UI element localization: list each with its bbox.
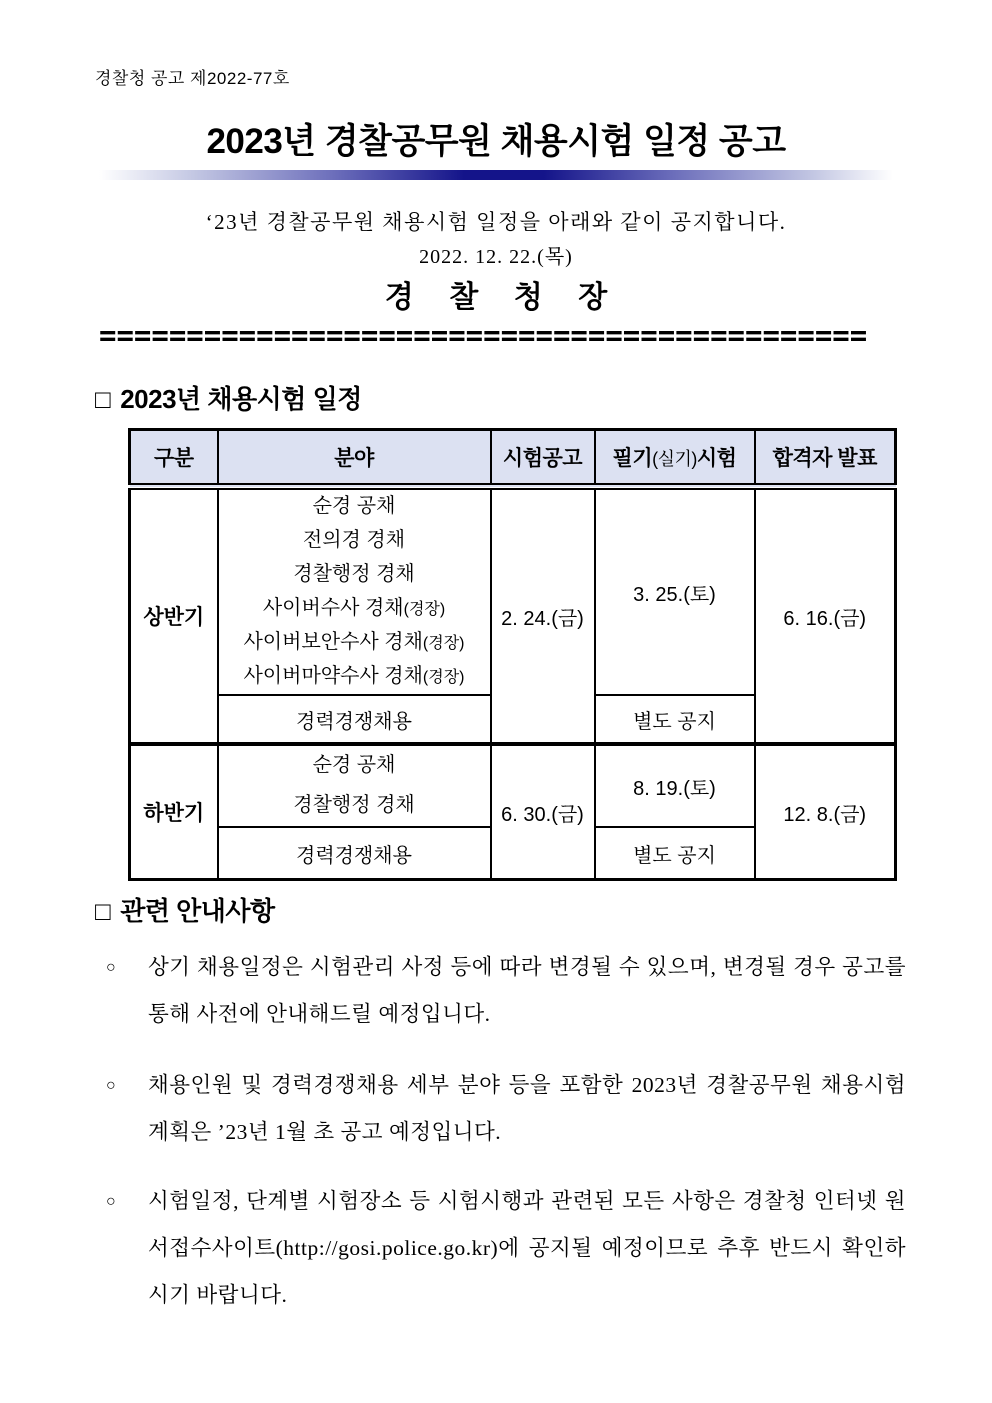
cell-second-half-career-written: 별도 공지 [595,827,755,880]
field-line: 사이버보안수사 경채(경장) [243,631,465,653]
field-line: 경찰행정 경채 [293,794,415,816]
cell-second-half-announce: 6. 30.(금) [491,744,595,880]
field-line: 경찰행정 경채 [293,563,415,585]
section-heading-info [95,891,275,928]
note-item [106,944,906,1038]
announcement-date: 2022. 12. 22.(목) [419,246,573,268]
cell-second-half-result: 12. 8.(금) [755,744,896,880]
schedule-table [128,428,897,881]
header-written-exam: 필기(실기)시험 [595,430,755,487]
table-row-first-half-fields [130,487,896,696]
circle-bullet-icon: ○ [106,1077,116,1094]
cell-second-half-written: 8. 19.(토) [595,744,755,827]
title-underline-bar [99,170,893,180]
cell-second-half-career-label: 경력경쟁채용 [218,827,491,880]
field-line: 사이버수사 경채(경장) [262,597,446,619]
cell-second-half-label: 하반기 [130,744,218,880]
field-line: 전의경 경채 [302,529,406,551]
cell-first-half-career-label: 경력경쟁채용 [218,695,491,744]
note-text: 시험일정, 단계별 시험장소 등 시험시행과 관련된 모든 사항은 경찰청 인터넷 원서접수사이트(http://gosi.police.go.kr)에 공지될 예정이므로 추후 반드시 확인하시기 바랍니다. [148,1189,906,1307]
section-heading-info-label: 관련 안내사항 [120,896,275,926]
cell-second-half-fields [218,744,491,827]
header-pass-announcement: 합격자 발표 [755,430,896,487]
circle-bullet-icon: ○ [106,1193,116,1210]
cell-first-half-career-written: 별도 공지 [595,695,755,744]
note-text: 상기 채용일정은 시험관리 사정 등에 따라 변경될 수 있으며, 변경될 경우 공고를 통해 사전에 안내해드릴 예정입니다. [148,955,906,1026]
table-header-row [130,430,896,487]
header-exam-announcement: 시험공고 [491,430,595,487]
notice-number: 경찰청 공고 제2022-77호 [95,69,290,88]
cell-first-half-written: 3. 25.(토) [595,487,755,696]
field-line: 순경 공채 [312,495,396,517]
header-category: 구분 [130,430,218,487]
square-bullet-icon: □ [95,896,111,926]
signer-title: 경 찰 청 장 [384,281,622,314]
schedule-table-wrap [128,428,897,881]
intro-text: ‘23년 경찰공무원 채용시험 일정을 아래와 같이 공지합니다. [205,210,787,234]
table-row-second-half-fields [130,744,896,827]
square-bullet-icon: □ [95,384,111,414]
cell-first-half-label: 상반기 [130,487,218,745]
note-item [106,1178,906,1319]
cell-first-half-fields [218,487,491,696]
field-line: 순경 공채 [312,754,396,776]
section-heading-schedule [95,379,362,416]
equals-separator: ============================================ [99,318,868,352]
header-field: 분야 [218,430,491,487]
cell-first-half-announce: 2. 24.(금) [491,487,595,745]
note-text: 채용인원 및 경력경쟁채용 세부 분야 등을 포함한 2023년 경찰공무원 채용시험 계획은 ’23년 1월 초 공고 예정입니다. [148,1073,906,1144]
note-item [106,1062,906,1156]
circle-bullet-icon: ○ [106,959,116,976]
section-heading-schedule-label: 2023년 채용시험 일정 [120,384,362,414]
field-line: 사이버마약수사 경채(경장) [243,665,465,687]
document-title: 2023년 경찰공무원 채용시험 일정 공고 [206,122,786,161]
cell-first-half-result: 6. 16.(금) [755,487,896,745]
